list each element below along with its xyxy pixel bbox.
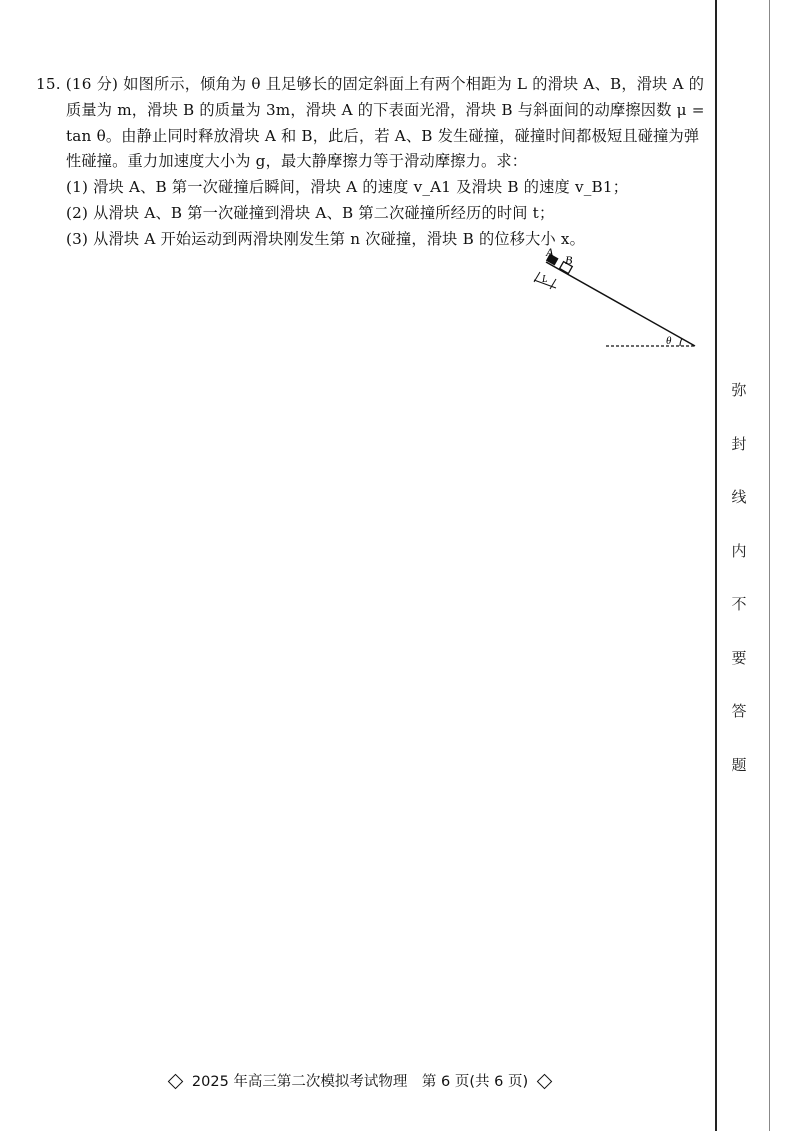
problem-stem-line-2: 质量为 m，滑块 B 的质量为 3m，滑块 A 的下表面光滑，滑块 B 与斜面间的动摩擦因数 μ =	[66, 100, 705, 119]
footer-text: 2025 年高三第二次模拟考试物理 第 6 页(共 6 页)	[191, 1074, 529, 1090]
problem-15	[36, 72, 706, 253]
problem-stem-line-1: 15. (16 分) 如图所示，倾角为 θ 且足够长的固定斜面上有两个相距为 L 的滑块 A、B，滑块 A 的	[36, 75, 705, 93]
seal-char-1: 弥	[731, 381, 747, 399]
l-label: L	[542, 274, 548, 285]
page-footer	[0, 1070, 720, 1091]
question-1: (1) 滑块 A、B 第一次碰撞后瞬间，滑块 A 的速度 v_A1 及滑块 B 的速度 v_B1；	[66, 178, 629, 197]
seal-char-2: 封	[731, 434, 747, 453]
incline-surface	[546, 262, 695, 346]
theta-angle-arc	[680, 339, 682, 346]
question-2: (2) 从滑块 A、B 第一次碰撞到滑块 A、B 第二次碰撞所经历的时间 t；	[66, 203, 555, 222]
diamond-left-icon	[168, 1073, 184, 1089]
question-3: (3) 从滑块 A 开始运动到两滑块刚发生第 n 次碰撞，滑块 B 的位移大小 x。	[66, 229, 586, 248]
seal-char-4: 内	[731, 541, 747, 560]
theta-label: θ	[666, 335, 672, 347]
block-b-label: B	[565, 253, 573, 267]
problem-stem-line-3: tan θ。由静止同时释放滑块 A 和 B，此后，若 A、B 发生碰撞，碰撞时间都极短且碰撞为弹	[66, 126, 700, 145]
seal-char-5: 不	[731, 595, 747, 613]
outer-margin-line	[769, 0, 770, 1131]
seal-char-8: 题	[731, 755, 747, 774]
diamond-right-icon	[536, 1073, 552, 1089]
seal-char-6: 要	[731, 648, 747, 667]
seal-char-3: 线	[731, 488, 747, 506]
seal-line-notice	[719, 380, 759, 808]
block-a-label: A	[546, 245, 554, 259]
binding-line	[715, 0, 717, 1131]
seal-char-7: 答	[731, 702, 747, 720]
incline-diagram	[520, 244, 705, 354]
problem-stem-line-4: 性碰撞。重力加速度大小为 g，最大静摩擦力等于滑动摩擦力。求：	[66, 152, 528, 171]
